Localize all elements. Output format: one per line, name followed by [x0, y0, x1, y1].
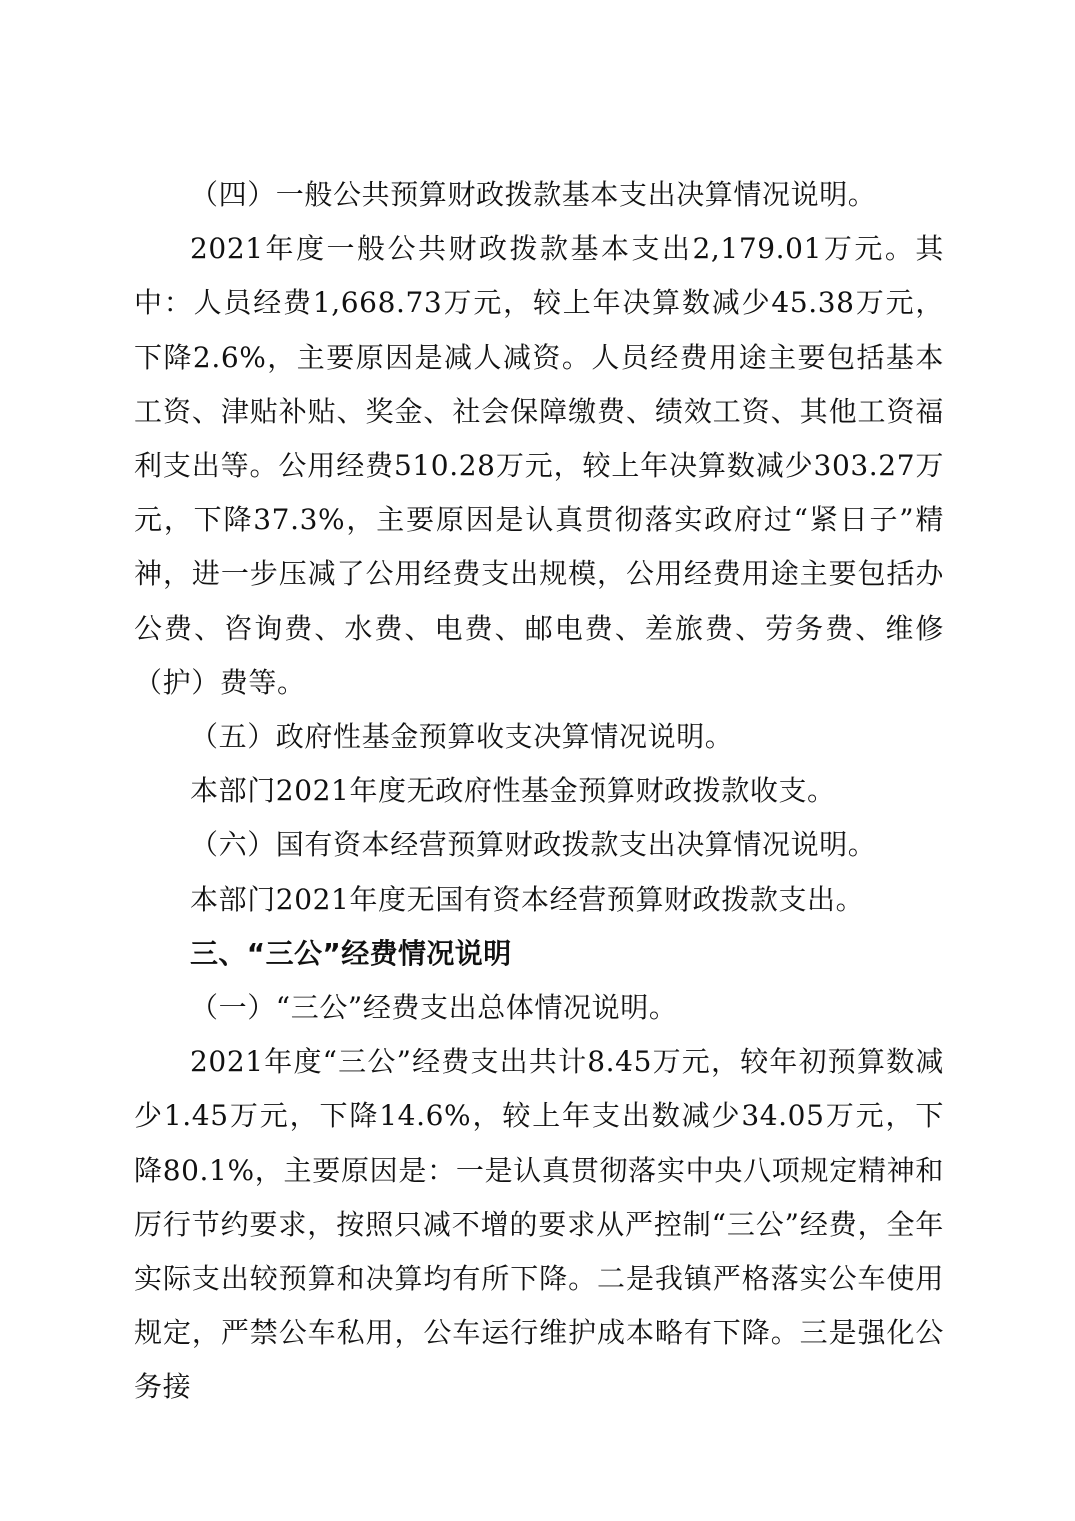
- subheading-government-fund-budget: （五）政府性基金预算收支决算情况说明。: [190, 720, 734, 754]
- subheading-three-public-overview: （一）“三公”经费支出总体情况说明。: [190, 991, 678, 1025]
- paragraph-basic-expenditure-details: 2021年度一般公共财政拨款基本支出2,179.01万元。其中：人员经费1,668.73万元，较上年决算数减少45.38万元，下降2.6%，主要原因是减人减资。人员经费用途主要包括基本工资、津贴补贴、奖金、社会保障缴费、绩效工资、其他工资福利支出等。公用经费510.28万元，较上年决算数减少303.27万元，下降37.3%，主要原因是认真贯彻落实政府过“紧日子”精神，进一步压减了公用经费支出规模，公用经费用途主要包括办公费、咨询费、水费、电费、邮电费、差旅费、劳务费、维修（护）费等。: [134, 232, 944, 699]
- document-body: [134, 168, 944, 1415]
- section-heading-three-public-expenses: 三、“三公”经费情况说明: [190, 936, 512, 970]
- subheading-general-budget-basic-expenditure: （四）一般公共预算财政拨款基本支出决算情况说明。: [190, 178, 877, 211]
- paragraph-state-capital-budget: 本部门2021年度无国有资本经营预算财政拨款支出。: [190, 882, 865, 916]
- paragraph-government-fund-budget: 本部门2021年度无政府性基金预算财政拨款收支。: [190, 774, 836, 808]
- subheading-state-capital-budget: （六）国有资本经营预算财政拨款支出决算情况说明。: [190, 828, 877, 862]
- paragraph-three-public-overview: 2021年度“三公”经费支出共计8.45万元，较年初预算数减少1.45万元，下降14.6%，较上年支出数减少34.05万元，下降80.1%，主要原因是：一是认真贯彻落实中央八项规定精神和厉行节约要求，按照只减不增的要求从严控制“三公”经费，全年实际支出较预算和决算均有所下降。二是我镇严格落实公车使用规定，严禁公车私用，公车运行维护成本略有下降。三是强化公务接: [134, 1045, 944, 1404]
